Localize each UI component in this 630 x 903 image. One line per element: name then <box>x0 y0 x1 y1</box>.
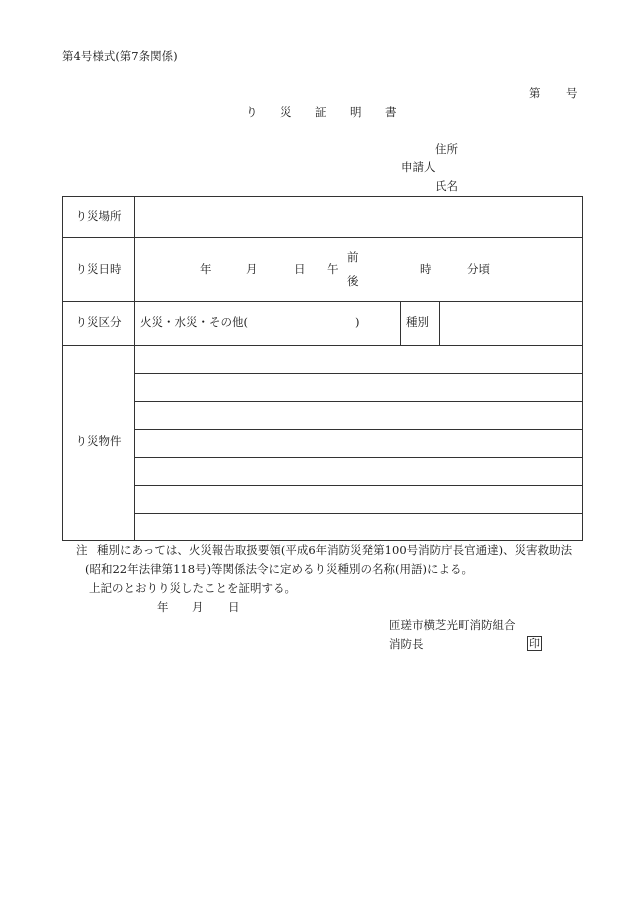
place-field[interactable] <box>135 198 582 236</box>
seal-stamp-icon: 印 <box>529 637 540 650</box>
issuer-organization: 匝瑳市横芝光町消防組合 <box>389 618 516 632</box>
date-month: 月 <box>192 600 204 614</box>
pm-option[interactable]: 後 <box>347 274 359 288</box>
name-label: 氏名 <box>435 179 458 193</box>
title-char: 証 <box>315 105 327 119</box>
title-char: 災 <box>280 105 292 119</box>
datetime-label: り災日時 <box>75 262 122 276</box>
month-unit: 月 <box>246 262 258 276</box>
category-options[interactable]: 火災・水災・その他( <box>140 315 248 329</box>
type-label: 種別 <box>406 315 429 329</box>
doc-number-dai: 第 <box>529 86 541 100</box>
minute-unit: 分頃 <box>467 262 490 276</box>
note-marker: 注 <box>76 543 88 557</box>
category-label: り災区分 <box>75 315 122 329</box>
note-line-1: 種別にあっては、火災報告取扱要領(平成6年消防災発第100号消防庁長官通達)、災害救助法 <box>97 543 573 557</box>
applicant-label: 申請人 <box>401 160 436 174</box>
title-char: り <box>246 105 258 119</box>
title-char: 書 <box>385 105 397 119</box>
date-year: 年 <box>157 600 169 614</box>
go-unit: 午 <box>327 262 339 276</box>
category-divider <box>400 301 401 345</box>
form-number: 第4号様式(第7条関係) <box>62 49 178 63</box>
note-line-2: (昭和22年法律第118号)等関係法令に定めるり災種別の名称(用語)による。 <box>85 562 474 576</box>
year-unit: 年 <box>200 262 212 276</box>
category-close-paren: ) <box>355 315 360 329</box>
day-unit: 日 <box>294 262 306 276</box>
issuer-title: 消防長 <box>389 637 424 651</box>
certify-statement: 上記のとおりり災したことを証明する。 <box>89 581 296 595</box>
doc-number-go: 号 <box>566 86 578 100</box>
certificate-table <box>62 196 583 541</box>
hour-unit: 時 <box>420 262 432 276</box>
address-label: 住所 <box>435 142 458 156</box>
date-day: 日 <box>228 600 240 614</box>
title-char: 明 <box>350 105 362 119</box>
place-label: り災場所 <box>75 209 122 223</box>
property-label: り災物件 <box>75 434 122 448</box>
type-field[interactable] <box>440 302 582 344</box>
property-field[interactable] <box>135 346 582 540</box>
am-option[interactable]: 前 <box>347 250 359 264</box>
